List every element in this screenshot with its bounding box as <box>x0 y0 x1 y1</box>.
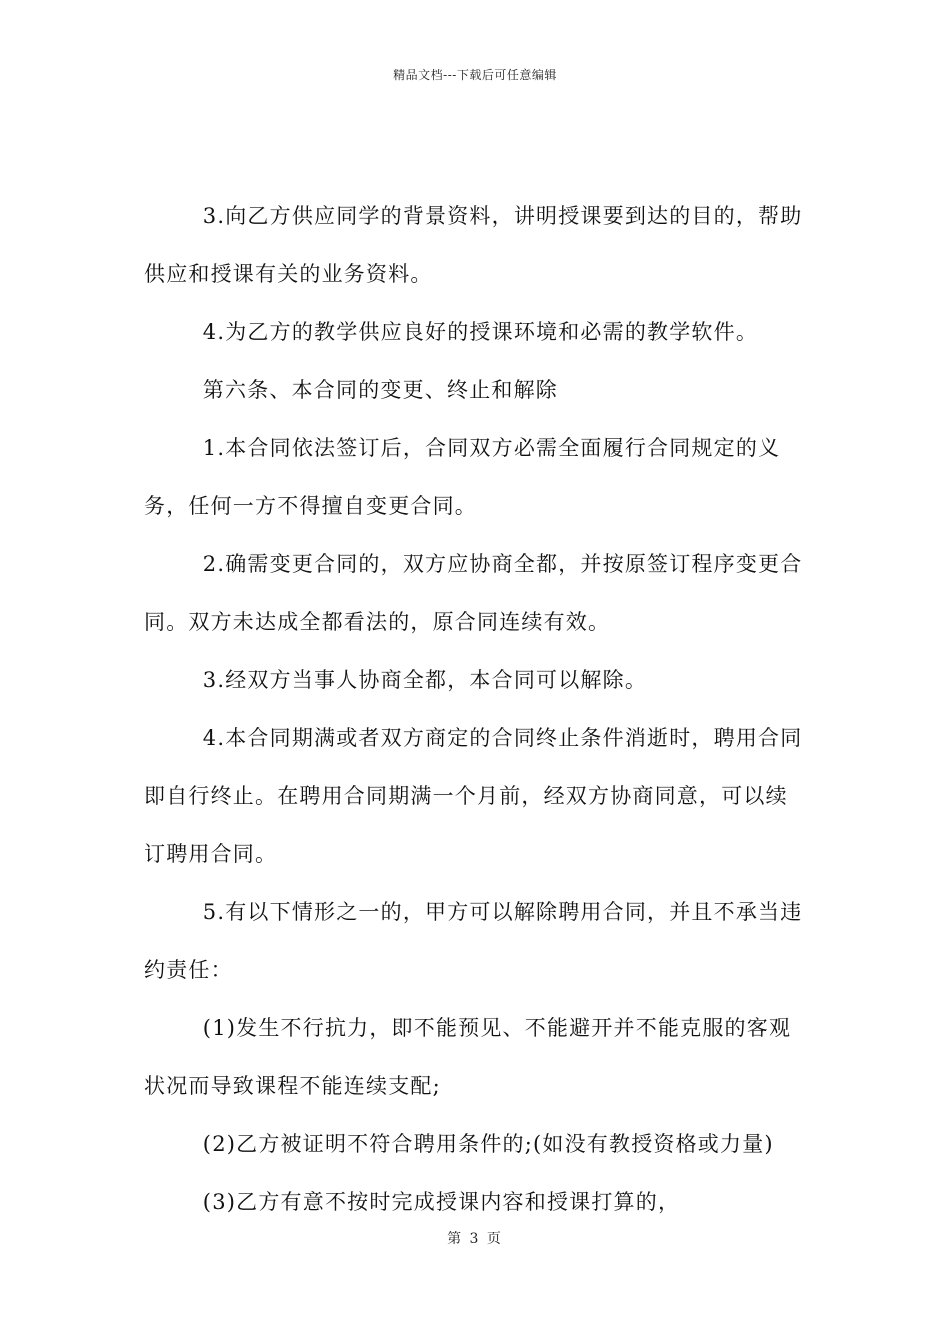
paragraph-clause-4: 4.本合同期满或者双方商定的合同终止条件消逝时，聘用合同即自行终止。在聘用合同期满一个月前，经双方协商同意，可以续订聘用合同。 <box>144 726 803 866</box>
paragraph-clause-5: 5.有以下情形之一的，甲方可以解除聘用合同，并且不承当违约责任： <box>144 900 803 982</box>
paragraph-clause-2: 2.确需变更合同的，双方应协商全都，并按原签订程序变更合同。双方未达成全都看法的，原合同连续有效。 <box>144 552 803 634</box>
paragraph-item-4: 4.为乙方的教学供应良好的授课环境和必需的教学软件。 <box>202 320 759 344</box>
section-heading-article-6: 第六条、本合同的变更、终止和解除 <box>202 378 558 402</box>
paragraph-clause-3: 3.经双方当事人协商全都，本合同可以解除。 <box>202 668 648 692</box>
paragraph-subclause-3: (3)乙方有意不按时完成授课内容和授课打算的， <box>202 1190 681 1214</box>
page-number: 第 3 页 <box>447 1231 503 1247</box>
paragraph-clause-1: 1.本合同依法签订后，合同双方必需全面履行合同规定的义务，任何一方不得擅自变更合同。 <box>144 436 781 518</box>
paragraph-item-3: 3.向乙方供应同学的背景资料，讲明授课要到达的目的，帮助供应和授课有关的业务资料。 <box>144 204 803 286</box>
document-body <box>144 187 808 1231</box>
page-header: 精品文档---下载后可任意编辑 <box>393 68 557 82</box>
paragraph-subclause-2: (2)乙方被证明不符合聘用条件的;(如没有教授资格或力量) <box>202 1132 774 1156</box>
paragraph-subclause-1: (1)发生不行抗力，即不能预见、不能避开并不能克服的客观状况而导致课程不能连续支配; <box>144 1016 792 1098</box>
